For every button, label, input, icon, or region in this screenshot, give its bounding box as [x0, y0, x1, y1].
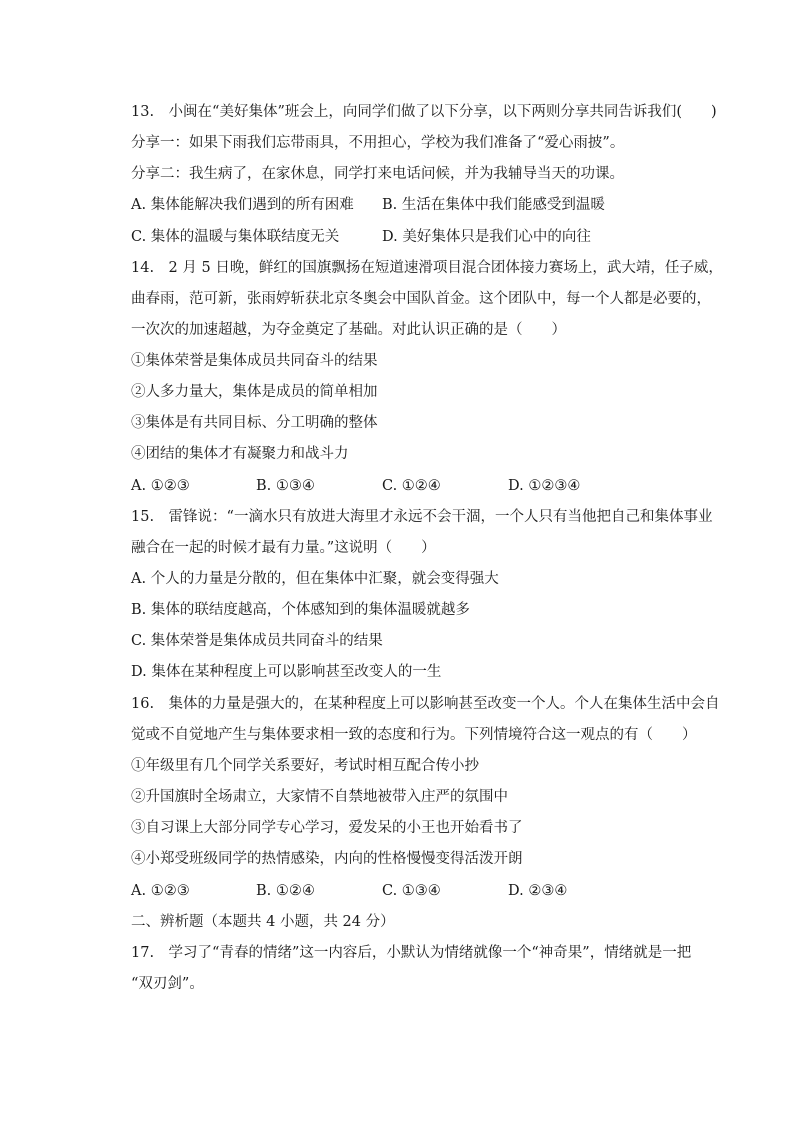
q16-option-d: D. ②③④	[508, 883, 568, 899]
q14-line-1: 14. 2 月 5 日晚，鲜红的国旗飘扬在短道速滑项目混合团体接力赛场上，武大靖，任子威，	[131, 260, 723, 276]
q13-option-b: B. 生活在集体中我们能感受到温暖	[382, 197, 605, 213]
q15-line-2: 融合在一起的时候才最有力量。”这说明（ ）	[131, 540, 436, 556]
q15-option-d: D. 集体在某种程度上可以影响甚至改变人的一生	[131, 664, 442, 680]
q16-option-a: A. ①②③	[131, 883, 190, 899]
q14-line-2: 曲春雨，范可新，张雨婷斩获北京冬奥会中国队首金。这个团队中，每一个人都是必要的，	[131, 291, 711, 307]
q16-item-1: ①年级里有几个同学关系要好，考试时相互配合传小抄	[131, 758, 479, 774]
q15-option-c: C. 集体荣誉是集体成员共同奋斗的结果	[131, 633, 383, 649]
q14-item-2: ②人多力量大，集体是成员的简单相加	[131, 384, 378, 400]
q14-item-3: ③集体是有共同目标、分工明确的整体	[131, 415, 378, 431]
q16-item-3: ③自习课上大部分同学专心学习，爱发呆的小王也开始看书了	[131, 820, 523, 836]
q14-item-1: ①集体荣誉是集体成员共同奋斗的结果	[131, 353, 378, 369]
q13-share-one: 分享一：如果下雨我们忘带雨具，不用担心，学校为我们准备了“爱心雨披”。	[131, 135, 625, 151]
q13-share-two: 分享二：我生病了，在家休息，同学打来电话问候，并为我辅导当天的功课。	[131, 166, 624, 182]
q16-item-4: ④小郑受班级同学的热情感染，内向的性格慢慢变得活泼开朗	[131, 851, 523, 867]
q13-stem: 13. 小闽在“美好集体”班会上，向同学们做了以下分享，以下两则分享共同告诉我们( )	[131, 104, 717, 120]
q14-option-c: C. ①②④	[382, 478, 441, 494]
q17-line-2: “双刃剑”。	[131, 976, 204, 992]
section-two-heading: 二、辨析题（本题共 4 小题，共 24 分）	[131, 914, 395, 930]
q14-line-3: 一次次的加速超越，为夺金奠定了基础。对此认识正确的是（ ）	[131, 322, 566, 338]
q16-line-1: 16. 集体的力量是强大的，在某种程度上可以影响甚至改变一个人。个人在集体生活中会自	[131, 696, 720, 712]
q15-line-1: 15. 雷锋说：“一滴水只有放进大海里才永远不会干涸，一个人只有当他把自己和集体事业	[131, 509, 713, 525]
q16-item-2: ②升国旗时全场肃立，大家情不自禁地被带入庄严的氛围中	[131, 789, 508, 805]
q13-option-a: A. 集体能解决我们遇到的所有困难	[131, 197, 354, 213]
q16-option-c: C. ①③④	[382, 883, 441, 899]
q14-option-d: D. ①②③④	[508, 478, 581, 494]
q14-option-a: A. ①②③	[131, 478, 190, 494]
q15-option-b: B. 集体的联结度越高，个体感知到的集体温暖就越多	[131, 602, 470, 618]
q16-option-b: B. ①②④	[256, 883, 315, 899]
q15-option-a: A. 个人的力量是分散的，但在集体中汇聚，就会变得强大	[131, 571, 499, 587]
q14-option-b: B. ①③④	[256, 478, 315, 494]
q13-option-c: C. 集体的温暖与集体联结度无关	[131, 229, 340, 245]
q17-line-1: 17. 学习了“青春的情绪”这一内容后，小默认为情绪就像一个“神奇果”，情绪就是一把	[131, 945, 692, 961]
q13-option-d: D. 美好集体只是我们心中的向往	[382, 229, 591, 245]
q14-item-4: ④团结的集体才有凝聚力和战斗力	[131, 446, 349, 462]
q16-line-2: 觉或不自觉地产生与集体要求相一致的态度和行为。下列情境符合这一观点的有（ ）	[131, 727, 697, 743]
